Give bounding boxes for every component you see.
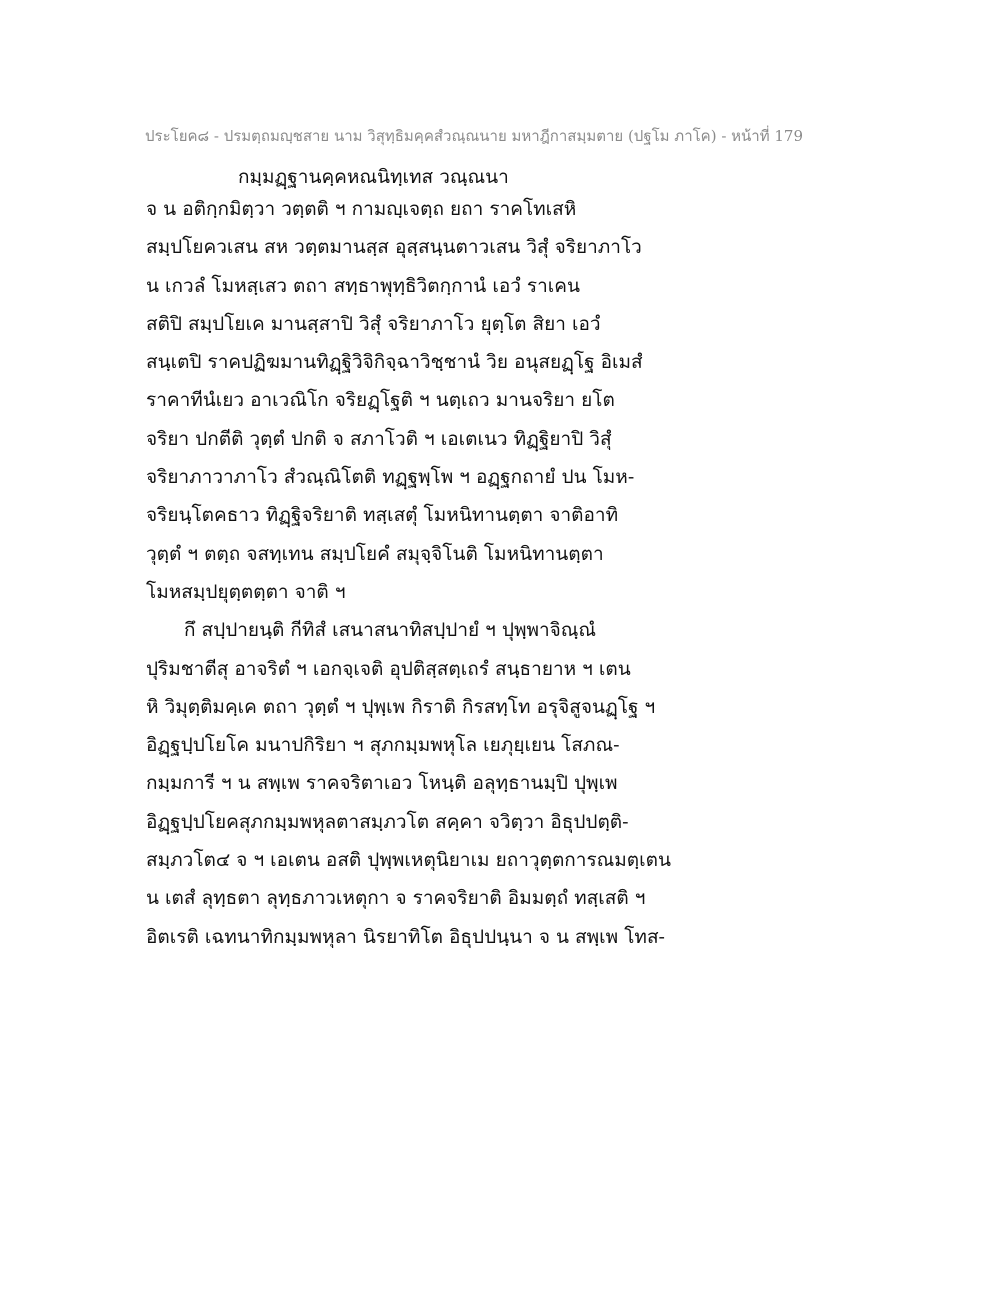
text-line: สติปิ สมฺปโยเค มานสฺสาปิ วิสุํ จริยาภาโว ยุตฺโต สิยา เอวํ [146, 312, 601, 335]
text-line: โมหสมฺปยุตฺตตฺตา จาติ ฯ [146, 580, 346, 603]
text-line: น เตสํ ลุทฺธตา ลุทฺธภาวเหตุกา จ ราคจริยาติ อิมมตฺถํ ทสฺเสติ ฯ [146, 887, 646, 910]
text-line: กมฺมการี ฯ น สพฺเพ ราคจริตาเอว โหนฺติ อลุทฺธานมฺปิ ปุพฺเพ [146, 772, 618, 795]
paragraph-start-line: กึ สปฺปายนฺติ กีทิสํ เสนาสนาทิสปฺปายํ ฯ ปุพฺพาจิณฺณํ [184, 619, 597, 642]
text-line: จริยา ปกตีติ วุตฺตํ ปกติ จ สภาโวติ ฯ เอเตเนว ทิฏฺฐิยาปิ วิสุํ [146, 427, 612, 450]
text-line: น เกวลํ โมหสฺเสว ตถา สทฺธาพุทฺธิวิตกฺกานํ เอวํ ราเคน [146, 274, 581, 297]
text-line: วุตฺตํ ฯ ตตฺถ จสทฺเทน สมฺปโยคํ สมุจฺจิโนติ โมหนิทานตฺตา [146, 542, 604, 565]
text-line: สมฺภวโต๔ จ ฯ เอเตน อสติ ปุพฺพเหตุนิยาเม ยถาวุตฺตการณมตฺเตน [146, 849, 671, 872]
text-line: ราคาทีนํเยว อาเวณิโก จริยฏฺโฐติ ฯ นตฺเถว มานจริยา ยโต [146, 389, 615, 412]
text-line: อิฏฺฐปฺปโยโค มนาปกิริยา ฯ สุภกมฺมพหุโล เยภุยฺเยน โสภณ- [146, 734, 620, 757]
text-line: สมฺปโยควเสน สห วตฺตมานสฺส อุสฺสนฺนตาวเสน วิสุํ จริยาภาโว [146, 236, 642, 259]
text-line: ปุริมชาตีสุ อาจริตํ ฯ เอกจฺเจติ อุปติสฺสตฺเถรํ สนฺธายาห ฯ เตน [146, 657, 631, 680]
text-line: จ น อติกฺกมิตฺวา วตฺตติ ฯ กามญฺเจตฺถ ยถา ราคโทเสหิ [146, 198, 577, 220]
text-line: สนฺเตปิ ราคปฏิฆมานทิฏฺฐิวิจิกิจฺฉาวิชฺชานํ วิย อนุสยฏฺโฐ อิเมสํ [146, 351, 643, 374]
text-line: อิฏฺฐปฺปโยคสุภกมฺมพหุลตาสมฺภวโต สคฺคา จวิตฺวา อิธุปปตฺติ- [146, 810, 629, 833]
running-header: ประโยค๘ - ปรมตฺถมญฺชสาย นาม วิสุทฺธิมคฺคสํวณฺณนาย มหาฎีกาสมฺมตาย (ปฐโม ภาโค) - หน้าที่ 179 [145, 127, 804, 145]
body-text [146, 190, 866, 956]
text-line: อิตเรติ เฉทนาทิกมฺมพหุลา นิรยาทิโต อิธุปปนฺนา จ น สพฺเพ โทส- [146, 925, 665, 948]
text-line: หิ วิมุตฺติมคฺเค ตถา วุตฺตํ ฯ ปุพฺเพ กิราติ กิรสทฺโท อรุจิสูจนฏฺโฐ ฯ [146, 695, 656, 718]
text-line: จริยนฺโตคธาว ทิฏฺฐิจริยาติ ทสฺเสตุํ โมหนิทานตฺตา จาติอาทิ [146, 504, 619, 527]
section-title: กมฺมฏฺฐานคฺคหณนิทฺเทส วณฺณนา [238, 166, 509, 188]
text-line: จริยาภาวาภาโว สํวณฺณิโตติ ทฏฺฐพฺโพ ฯ อฏฺฐกถายํ ปน โมห- [146, 466, 635, 489]
